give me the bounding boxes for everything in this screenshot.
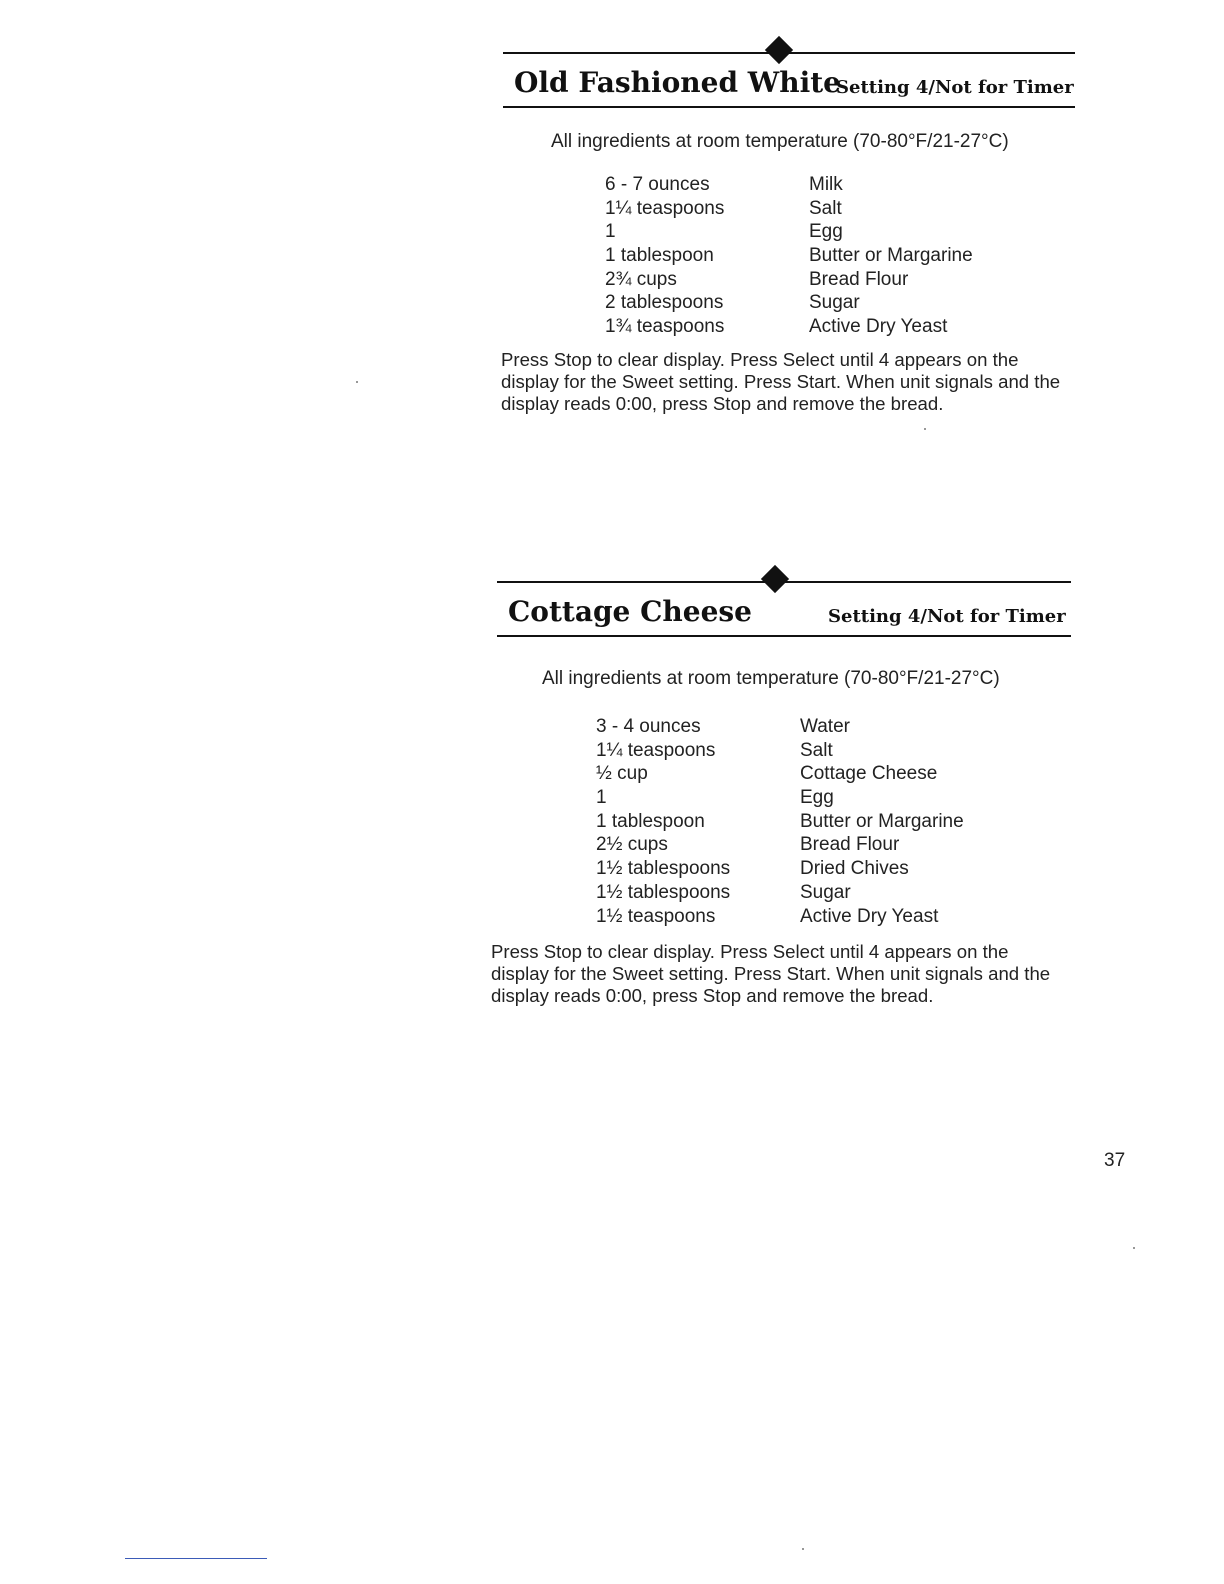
ingredient-quantity: 1¼ teaspoons — [605, 197, 725, 219]
ingredient-quantity: 6 - 7 ounces — [605, 174, 710, 195]
temperature-note: All ingredients at room temperature (70-80°F/21-27°C) — [551, 131, 1009, 152]
ingredient-row — [596, 810, 996, 834]
ingredient-name: Sugar — [800, 881, 851, 903]
ingredient-quantity: 1 tablespoon — [605, 245, 714, 267]
ingredient-name: Sugar — [809, 292, 860, 314]
ingredient-quantity: 1¼ teaspoons — [596, 739, 716, 761]
ingredient-quantity: ½ cup — [596, 763, 648, 785]
recipe-setting: Setting 4/Not for Timer — [828, 606, 1066, 627]
ingredient-name: Salt — [809, 197, 842, 219]
ingredient-quantity: 1 — [596, 787, 607, 809]
ingredient-quantity: 2 tablespoons — [605, 292, 724, 314]
recipe-title: Old Fashioned White — [514, 66, 841, 99]
ingredient-name: Bread Flour — [809, 268, 909, 290]
ingredient-row — [596, 762, 996, 786]
recipe-title: Cottage Cheese — [508, 595, 752, 628]
ingredient-name: Butter or Margarine — [800, 810, 964, 832]
ingredient-row — [596, 881, 996, 905]
ingredient-quantity: 2¾ cups — [605, 268, 677, 290]
scan-speck — [356, 381, 358, 383]
ingredient-row — [596, 715, 996, 739]
ingredient-name: Water — [800, 716, 850, 737]
ingredient-quantity: 1½ tablespoons — [596, 858, 731, 880]
ingredient-row — [596, 833, 996, 857]
ingredient-name: Dried Chives — [800, 858, 909, 880]
ingredient-row — [596, 857, 996, 881]
ingredient-row — [596, 786, 996, 810]
header-rule-bottom — [497, 635, 1071, 637]
ingredient-name: Milk — [809, 174, 843, 195]
ingredient-name: Active Dry Yeast — [809, 316, 948, 338]
ingredient-quantity: 2½ cups — [596, 834, 668, 856]
ingredient-name: Active Dry Yeast — [800, 905, 939, 927]
scan-speck — [802, 1548, 804, 1550]
ingredient-row — [596, 905, 996, 929]
ingredient-list — [596, 715, 996, 928]
ingredient-name: Butter or Margarine — [809, 245, 973, 267]
recipe-setting: Setting 4/Not for Timer — [836, 77, 1074, 98]
ingredient-name: Egg — [800, 787, 834, 809]
ingredient-quantity: 3 - 4 ounces — [596, 716, 701, 737]
recipe-instructions: Press Stop to clear display. Press Select until 4 appears on the display for the Sweet setting. Press Start. When unit signals and the display reads 0:00, press Stop and remove the bread. — [501, 349, 1061, 414]
scan-speck — [1133, 1247, 1135, 1249]
page-number: 37 — [1104, 1150, 1126, 1171]
scan-speck — [924, 428, 926, 430]
ingredient-name: Bread Flour — [800, 834, 900, 856]
ingredient-row — [596, 739, 996, 763]
ingredient-name: Egg — [809, 221, 843, 243]
ingredient-name: Salt — [800, 739, 833, 761]
ingredient-quantity: 1 tablespoon — [596, 810, 705, 832]
ingredient-quantity: 1¾ teaspoons — [605, 316, 725, 338]
footer-line — [125, 1558, 267, 1559]
recipe-instructions: Press Stop to clear display. Press Select until 4 appears on the display for the Sweet setting. Press Start. When unit signals and the display reads 0:00, press Stop and remove the bread. — [491, 941, 1051, 1006]
ingredient-quantity: 1 — [605, 221, 616, 243]
ingredient-quantity: 1½ teaspoons — [596, 905, 716, 927]
ingredient-quantity: 1½ tablespoons — [596, 881, 731, 903]
temperature-note: All ingredients at room temperature (70-80°F/21-27°C) — [542, 668, 1000, 689]
ingredient-name: Cottage Cheese — [800, 763, 938, 785]
diamond-ornament-icon — [761, 565, 789, 593]
